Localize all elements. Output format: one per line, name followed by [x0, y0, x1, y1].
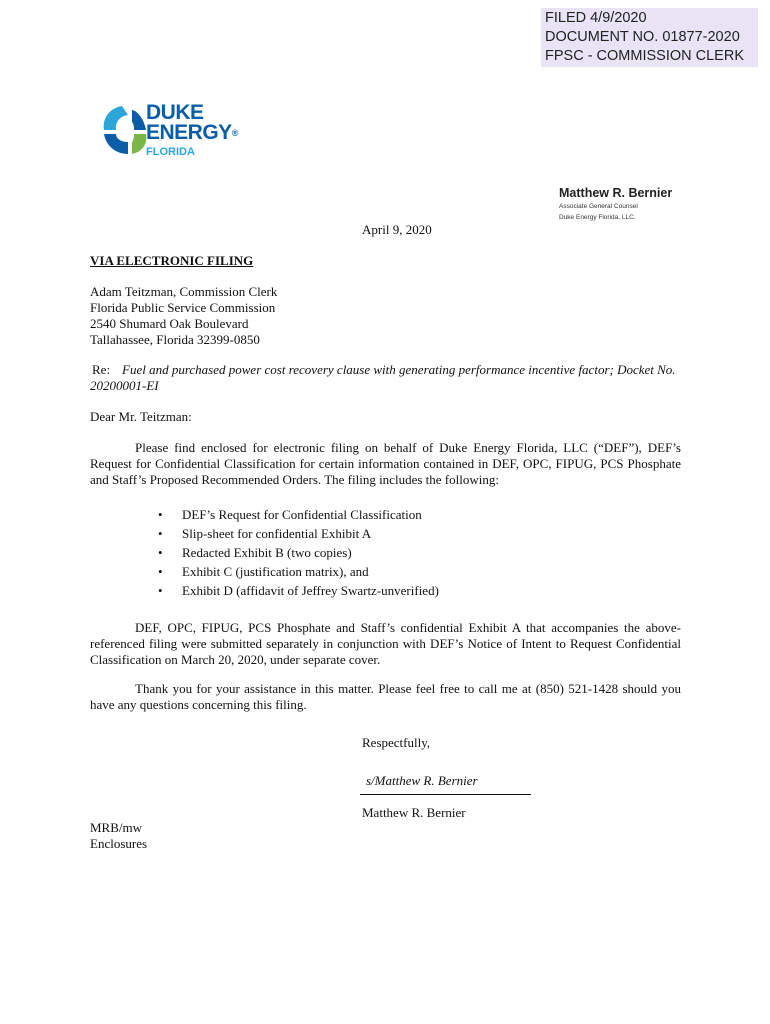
paragraph-thanks: Thank you for your assistance in this matter. Please feel free to call me at (850) 521-1428 should you have any questions concerning this filing. [90, 681, 681, 712]
sender-name: Matthew R. Bernier [559, 186, 673, 200]
logo-region: FLORIDA [146, 146, 195, 158]
logo-registered-mark: ® [231, 128, 238, 138]
recipient-line: Tallahassee, Florida 32399-0850 [90, 332, 260, 347]
list-item: • Exhibit D (affidavit of Jeffrey Swartz-unverified) [158, 583, 439, 602]
paragraph-intro: Please find enclosed for electronic filing on behalf of Duke Energy Florida, LLC (“DEF”), DEF’s Request for Confidential Classification for certain information contained in DEF, OPC, FIPUG, PCS Phosphate and Staff’s Proposed Recommended Orders. The filing includes the following: [90, 440, 681, 487]
logo-wordmark [146, 103, 238, 159]
closing: Respectfully, [362, 735, 431, 750]
enclosures-note: Enclosures [90, 836, 148, 851]
stamp-document-number: DOCUMENT NO. 01877-2020 [545, 29, 740, 45]
list-item: • DEF’s Request for Confidential Classification [158, 507, 439, 526]
filing-stamp [541, 8, 758, 67]
recipient-line: Florida Public Service Commission [90, 300, 276, 315]
list-item: • Redacted Exhibit B (two copies) [158, 545, 439, 564]
logo-energy [146, 123, 238, 143]
list-item: • Exhibit C (justification matrix), and [158, 564, 439, 583]
typist-initials [90, 820, 147, 852]
paragraph-exhibit: DEF, OPC, FIPUG, PCS Phosphate and Staff’s confidential Exhibit A that accompanies the above-referenced filing were submitted separately in conjunction with DEF’s Notice of Intent to Request Confidential Classification on March 20, 2020, under separate cover. [90, 620, 681, 667]
salutation: Dear Mr. Teitzman: [90, 409, 192, 424]
logo-duke: DUKE [146, 101, 204, 124]
stamp-filed-date: FILED 4/9/2020 [545, 10, 647, 26]
enclosure-list [158, 507, 439, 602]
signer-name: Matthew R. Bernier [362, 805, 466, 820]
delivery-method: VIA ELECTRONIC FILING [90, 253, 254, 268]
letter-date: April 9, 2020 [362, 222, 432, 237]
recipient-line: Adam Teitzman, Commission Clerk [90, 284, 278, 299]
sender-block [559, 186, 672, 222]
list-item: • Slip-sheet for confidential Exhibit A [158, 526, 439, 545]
recipient-line: 2540 Shumard Oak Boulevard [90, 316, 249, 331]
re-subject: Fuel and purchased power cost recovery clause with generating performance incentive factor; Docket No. 20200001-EI [90, 362, 676, 393]
logo-energy-text: ENERGY [146, 121, 232, 144]
signature-line [360, 794, 531, 795]
sender-title: Associate General Counsel [559, 203, 638, 210]
re-label: Re: [92, 362, 111, 377]
re-line [90, 362, 690, 394]
electronic-signature: s/Matthew R. Bernier [366, 773, 478, 788]
sender-company: Duke Energy Florida, LLC. [559, 214, 636, 221]
stamp-clerk: FPSC - COMMISSION CLERK [545, 48, 744, 64]
recipient-address [90, 284, 277, 348]
initials-line: MRB/mw [90, 820, 143, 835]
